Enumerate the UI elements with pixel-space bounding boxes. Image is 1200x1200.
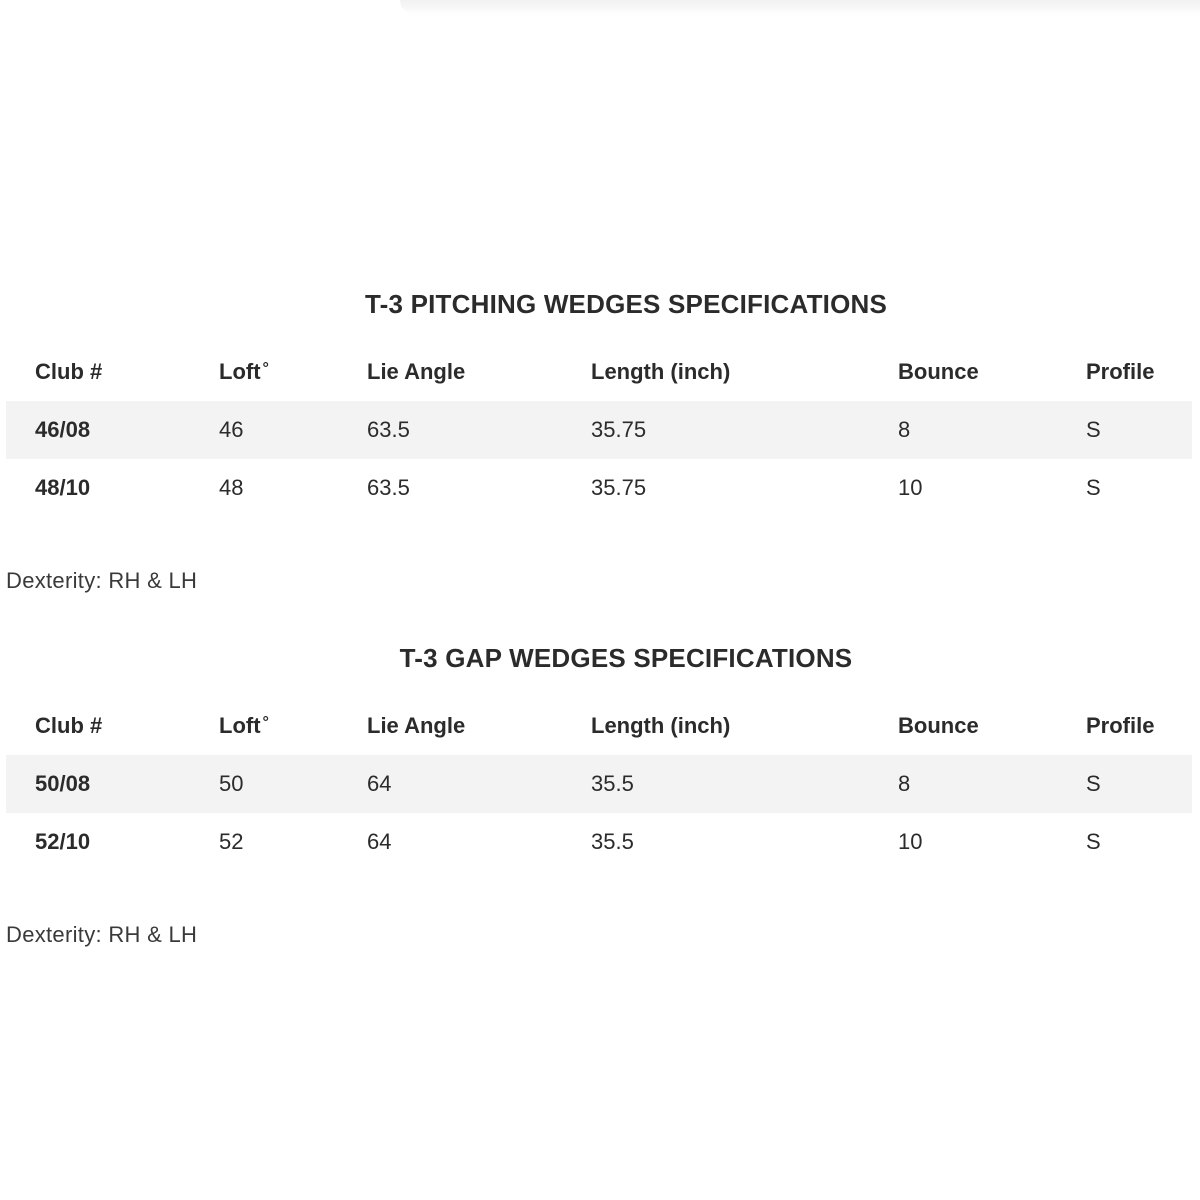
- gap-wedges-dexterity: Dexterity: RH & LH: [6, 922, 198, 947]
- header-length: Length (inch): [591, 359, 731, 384]
- pitching-wedges-dexterity: Dexterity: RH & LH: [6, 568, 198, 593]
- pitching-wedges-spec-table: [6, 343, 1192, 517]
- cell-lie-angle: 64: [367, 755, 591, 813]
- table-row: [6, 813, 1192, 871]
- cell-profile: S: [1086, 475, 1101, 500]
- cell-profile: S: [1086, 829, 1101, 854]
- cell-lie-angle: 63.5: [367, 401, 591, 459]
- gap-wedges-title: T-3 GAP WEDGES SPECIFICATIONS: [399, 643, 853, 673]
- cell-club: 48/10: [35, 475, 91, 500]
- cell-club: 50/08: [6, 755, 219, 813]
- header-club: Club #: [35, 359, 103, 384]
- header-bounce: Bounce: [898, 359, 979, 384]
- header-lie-angle: Lie Angle: [367, 359, 466, 384]
- cell-club: 52/10: [35, 829, 91, 854]
- cell-loft: 50: [219, 755, 367, 813]
- table-header-row: [6, 343, 1192, 401]
- cell-lie-angle: 64: [367, 829, 392, 854]
- top-shadow-divider: [400, 0, 1200, 14]
- cell-bounce: 8: [898, 755, 1086, 813]
- cell-loft: 52: [219, 829, 244, 854]
- header-bounce: Bounce: [898, 713, 979, 738]
- cell-lie-angle: 63.5: [367, 475, 410, 500]
- cell-length: 35.75: [591, 401, 898, 459]
- cell-length: 35.75: [591, 475, 647, 500]
- cell-bounce: 10: [898, 475, 923, 500]
- cell-club: 46/08: [6, 401, 219, 459]
- cell-bounce: 8: [898, 401, 1086, 459]
- degree-symbol: °: [262, 360, 269, 377]
- gap-wedges-spec-table: [6, 697, 1192, 871]
- cell-bounce: 10: [898, 829, 923, 854]
- table-row: [6, 459, 1192, 517]
- cell-profile: S: [1086, 755, 1192, 813]
- header-loft: [219, 343, 367, 401]
- header-loft: [219, 697, 367, 755]
- cell-length: 35.5: [591, 829, 634, 854]
- pitching-wedges-title: T-3 PITCHING WEDGES SPECIFICATIONS: [364, 289, 888, 319]
- cell-loft: 48: [219, 475, 244, 500]
- cell-length: 35.5: [591, 755, 898, 813]
- cell-profile: S: [1086, 401, 1192, 459]
- header-loft-label: Loft: [219, 713, 261, 738]
- header-length: Length (inch): [591, 713, 731, 738]
- header-lie-angle: Lie Angle: [367, 713, 466, 738]
- table-row: [6, 401, 1192, 459]
- header-profile: Profile: [1086, 359, 1155, 384]
- degree-symbol: °: [262, 714, 269, 731]
- header-profile: Profile: [1086, 713, 1155, 738]
- header-club: Club #: [35, 713, 103, 738]
- cell-loft: 46: [219, 401, 367, 459]
- table-header-row: [6, 697, 1192, 755]
- table-row: [6, 755, 1192, 813]
- header-loft-label: Loft: [219, 359, 261, 384]
